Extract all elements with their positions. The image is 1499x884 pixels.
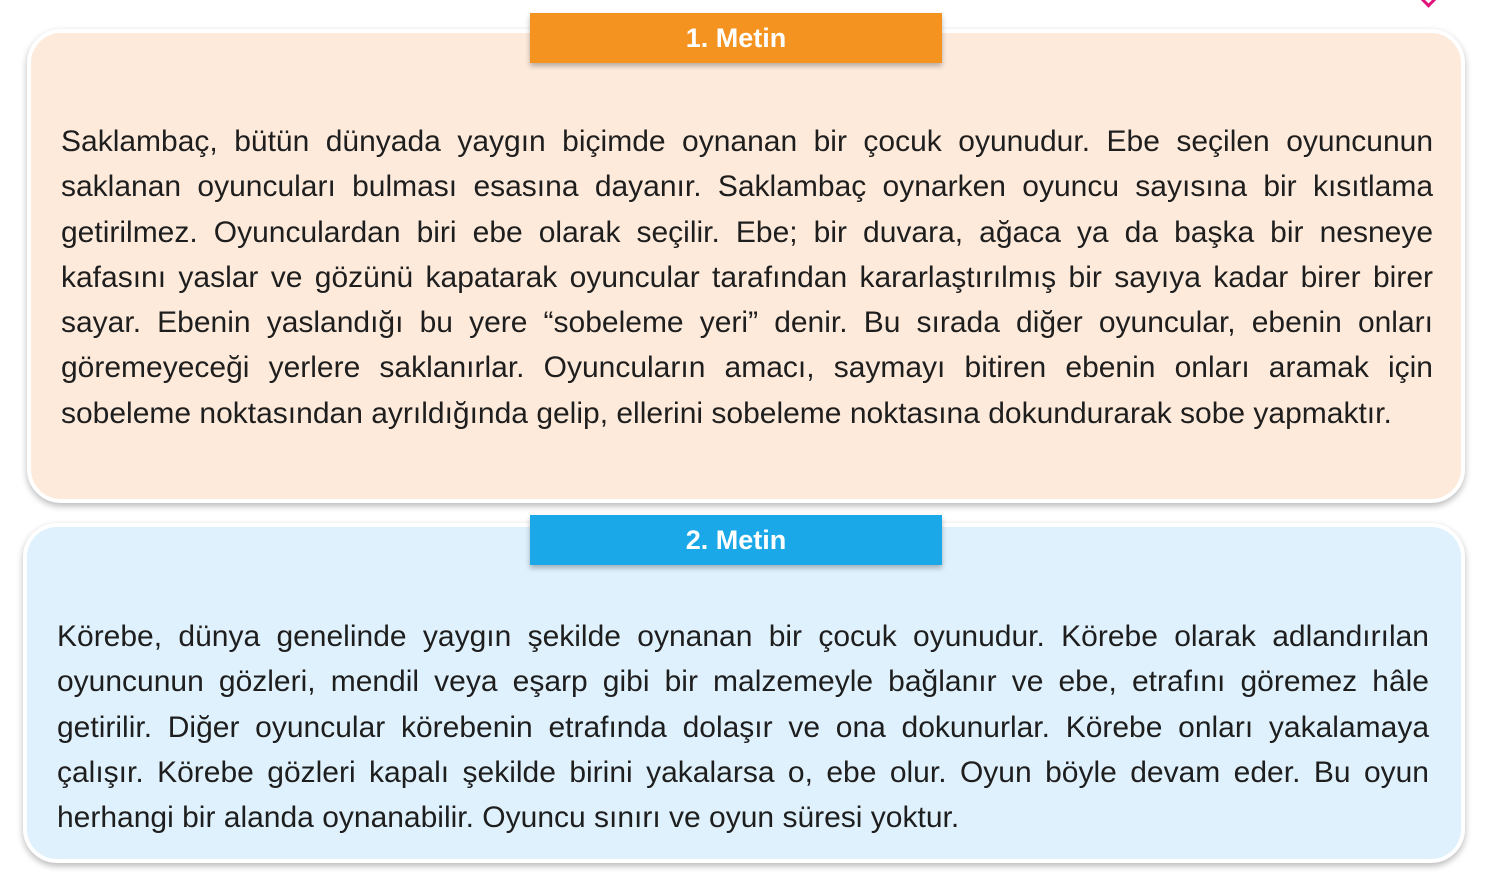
text-2-heading: 2. Metin (530, 515, 942, 565)
text-1-body: Saklambaç, bütün dünyada yaygın biçimde oynanan bir çocuk oyunudur. Ebe seçilen oyuncunun saklanan oyuncuları bulması esasına dayanır. Saklambaç oynarken oyuncu sayısına bir kısıtlama getirilmez. Oyunculardan biri ebe olarak seçilir. Ebe; bir duvara, ağaca ya da başka bir nesneye kafasını yaslar ve gözünü kapatarak oyuncular tarafından kararlaştırılmış bir sayıya kadar birer birer sayar. Ebenin yaslandığı bu yere “sobeleme yeri” denir. Bu sırada diğer oyuncular, ebenin onları göremeyeceği yerlere saklanırlar. Oyuncuların amacı, saymayı bitiren ebenin onları aramak için sobeleme noktasından ayrıldığında gelip, ellerini sobeleme noktasına dokundurarak sobe yapmaktır. (61, 125, 1433, 430)
text-2-body: Körebe, dünya genelinde yaygın şekilde oynanan bir çocuk oyunudur. Körebe olarak adlandırılan oyuncunun gözleri, mendil veya eşarp gibi bir malzemeyle bağlanır ve ebe, etrafını göremez hâle getirilir. Diğer oyuncular körebenin etrafında dolaşır ve ona dokunurlar. Körebe onları yakalamaya çalışır. Körebe gözleri kapalı şekilde birini yakalarsa o, ebe olur. Oyun böyle devam eder. Bu oyun herhangi bir alanda oynanabilir. Oyuncu sınırı ve oyun süresi yoktur. (57, 620, 1429, 835)
corner-chevron-icon (1419, 0, 1437, 8)
text-1-heading: 1. Metin (530, 13, 942, 63)
